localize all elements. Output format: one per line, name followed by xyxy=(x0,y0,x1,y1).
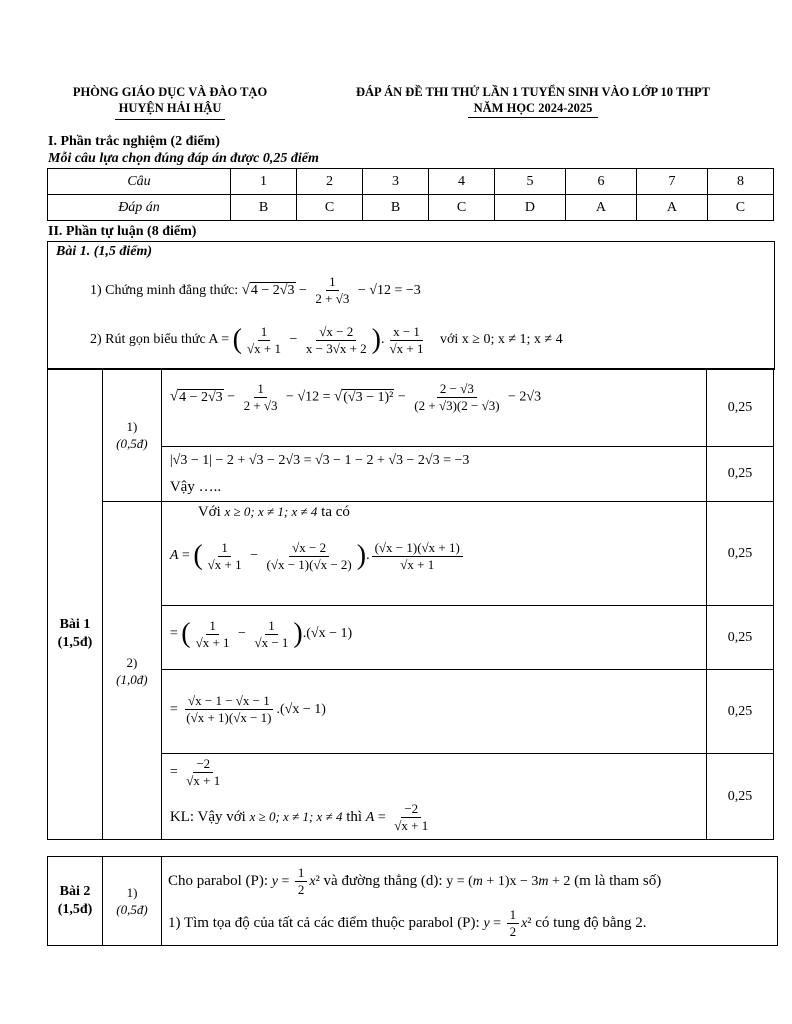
formula: A = $\frac{-2}{√x + 1}$ xyxy=(365,801,429,834)
bai2-sub-label-cell xyxy=(103,857,162,946)
table-row xyxy=(48,369,774,447)
bai2-line2: 1) Tìm tọa độ của tất cả các điểm thuộc parabol (P): y = $\frac{1}{2}$ x² có tung độ bằng 2. xyxy=(168,907,647,940)
solution-step xyxy=(161,447,706,502)
score-cell: 0,25 xyxy=(707,502,774,606)
question-number: 4 xyxy=(429,169,495,195)
department-name: PHÒNG GIÁO DỤC VÀ ĐÀO TẠO xyxy=(72,85,268,99)
bai2-sub-points: (0,5đ) xyxy=(116,902,148,917)
formula: A = ( $\frac{1}{√x + 1}$ − $\frac{√x - 2}{(√x - 1)(√x - 2)}$ ). $\frac{(√x - 1)(√x + 1)}{√x + 1}$ xyxy=(170,534,465,578)
bai2-sub-label: 1) xyxy=(126,885,138,900)
solution-step xyxy=(161,670,706,754)
bai1-problem-box xyxy=(47,241,775,370)
question-number: 1 xyxy=(231,169,297,195)
answer-cell: D xyxy=(495,195,566,221)
conclusion-line: KL: Vậy với x ≥ 0; x ≠ 1; x ≠ 4 thì A = $\frac{-2}{√x + 1}$ xyxy=(170,800,433,835)
score-cell: 0,25 xyxy=(707,754,774,840)
formula: = ( $\frac{1}{√x + 1}$ − $\frac{1}{√x - 1}$ ).(√x − 1) xyxy=(169,617,353,650)
answer-cell: A xyxy=(565,195,636,221)
exam-title: ĐÁP ÁN ĐỀ THI THỬ LẦN 1 TUYỂN SINH VÀO LỚP 10 THPT xyxy=(355,85,710,99)
sub1-label-cell xyxy=(102,369,161,502)
sub2-points: (1,0đ) xyxy=(116,671,148,687)
answer-cell: C xyxy=(707,195,773,221)
school-year: NĂM HỌC 2024-2025 xyxy=(473,101,593,115)
formula: y = $\frac{1}{2}$ x² xyxy=(483,907,532,940)
table-row xyxy=(48,169,774,195)
answer-cell: B xyxy=(363,195,429,221)
formula: = $\frac{√x - 1 - √x - 1}{(√x + 1)(√x - 1)}$ .(√x − 1) xyxy=(169,693,326,726)
question-number: 8 xyxy=(707,169,773,195)
bai2-label-cell xyxy=(48,857,103,946)
bai1-question1: 1) Chứng minh đẳng thức: √4 − 2√3 − $\frac{1}{2 + √3}$ − √12 = −3 xyxy=(90,274,421,307)
table-row xyxy=(48,502,774,606)
formula: y = (m + 1)x − 3m + 2 xyxy=(446,874,571,889)
sub1-label: 1) xyxy=(126,419,138,434)
bai2-label: Bài 2 xyxy=(59,884,91,899)
row-label-question: Câu xyxy=(48,169,231,195)
question-number: 3 xyxy=(363,169,429,195)
bai1-question2: 2) Rút gọn biểu thức A = ( $\frac{1}{√x + 1}$ − $\frac{√x - 2}{x - 3√x + 2}$ ). $\frac{x - 1}{√x + 1}$ với x ≥ 0; x ≠ 1; x ≠ 4 xyxy=(90,323,563,356)
sub2-label: 2) xyxy=(126,654,138,670)
question-number: 7 xyxy=(636,169,707,195)
score-cell: 0,25 xyxy=(707,447,774,502)
solution-step xyxy=(161,606,706,670)
bai2-problem-cell xyxy=(162,857,778,946)
sub1-points: (0,5đ) xyxy=(116,436,148,451)
answer-cell: C xyxy=(297,195,363,221)
district-name: HUYỆN HẢI HẬU xyxy=(118,101,222,115)
answer-table xyxy=(47,168,774,221)
question-number: 2 xyxy=(297,169,363,195)
formula: y = $\frac{1}{2}$ x² xyxy=(271,865,320,898)
score-cell: 0,25 xyxy=(707,606,774,670)
formula: |√3 − 1| − 2 + √3 − 2√3 = √3 − 1 − 2 + √3 − 2√3 = −3 xyxy=(169,453,470,468)
bai1-label: Bài 1 xyxy=(59,617,91,632)
divider xyxy=(468,117,598,118)
conclusion-text: Vậy ….. xyxy=(169,479,222,495)
answer-cell: B xyxy=(231,195,297,221)
answer-cell: C xyxy=(429,195,495,221)
table-row xyxy=(48,857,778,946)
bai1-title: Bài 1. (1,5 điểm) xyxy=(56,244,153,259)
solution-step xyxy=(161,502,706,606)
part1-subtitle: Mỗi câu lựa chọn đúng đáp án được 0,25 điểm xyxy=(48,151,319,166)
solution-step xyxy=(161,369,706,447)
question-number: 5 xyxy=(495,169,566,195)
formula: √4 − 2√3 − $\frac{1}{2 + √3}$ − √12 = −3 xyxy=(241,274,421,307)
sub2-label-cell xyxy=(102,502,161,840)
formula: A = ( $\frac{1}{√x + 1}$ − $\frac{√x - 2}{x - 3√x + 2}$ ). $\frac{x - 1}{√x + 1}$ xyxy=(208,323,424,356)
header-left xyxy=(40,84,300,120)
solution-step xyxy=(161,754,706,840)
bai1-label-cell xyxy=(48,369,103,840)
bai1-points: (1,5đ) xyxy=(57,635,93,650)
condition-line: Với x ≥ 0; x ≠ 1; x ≠ 4 ta có xyxy=(197,504,350,520)
bai2-points: (1,5đ) xyxy=(57,902,93,917)
formula: √4 − 2√3 − $\frac{1}{2 + √3}$ − √12 = √(√3 − 1)² − $\frac{2 - √3}{(2 + √3)(2 - √3)}$ − 2√3 xyxy=(169,381,542,413)
score-cell: 0,25 xyxy=(707,670,774,754)
bai2-table xyxy=(47,856,778,946)
answer-cell: A xyxy=(636,195,707,221)
header-right xyxy=(318,84,748,118)
row-label-answer: Đáp án xyxy=(48,195,231,221)
table-row xyxy=(48,195,774,221)
bai1-solution-table xyxy=(47,368,774,840)
score-cell: 0,25 xyxy=(707,369,774,447)
divider xyxy=(115,119,225,120)
question-number: 6 xyxy=(565,169,636,195)
bai2-line1: Cho parabol (P): y = $\frac{1}{2}$ x² và đường thẳng (d): y = (m + 1)x − 3m + 2 (m là tham số) xyxy=(168,865,662,898)
part1-title: I. Phần trắc nghiệm (2 điểm) xyxy=(48,134,220,149)
formula: = $\frac{-2}{√x + 1}$ xyxy=(169,756,221,788)
part2-title: II. Phần tự luận (8 điểm) xyxy=(48,224,197,239)
